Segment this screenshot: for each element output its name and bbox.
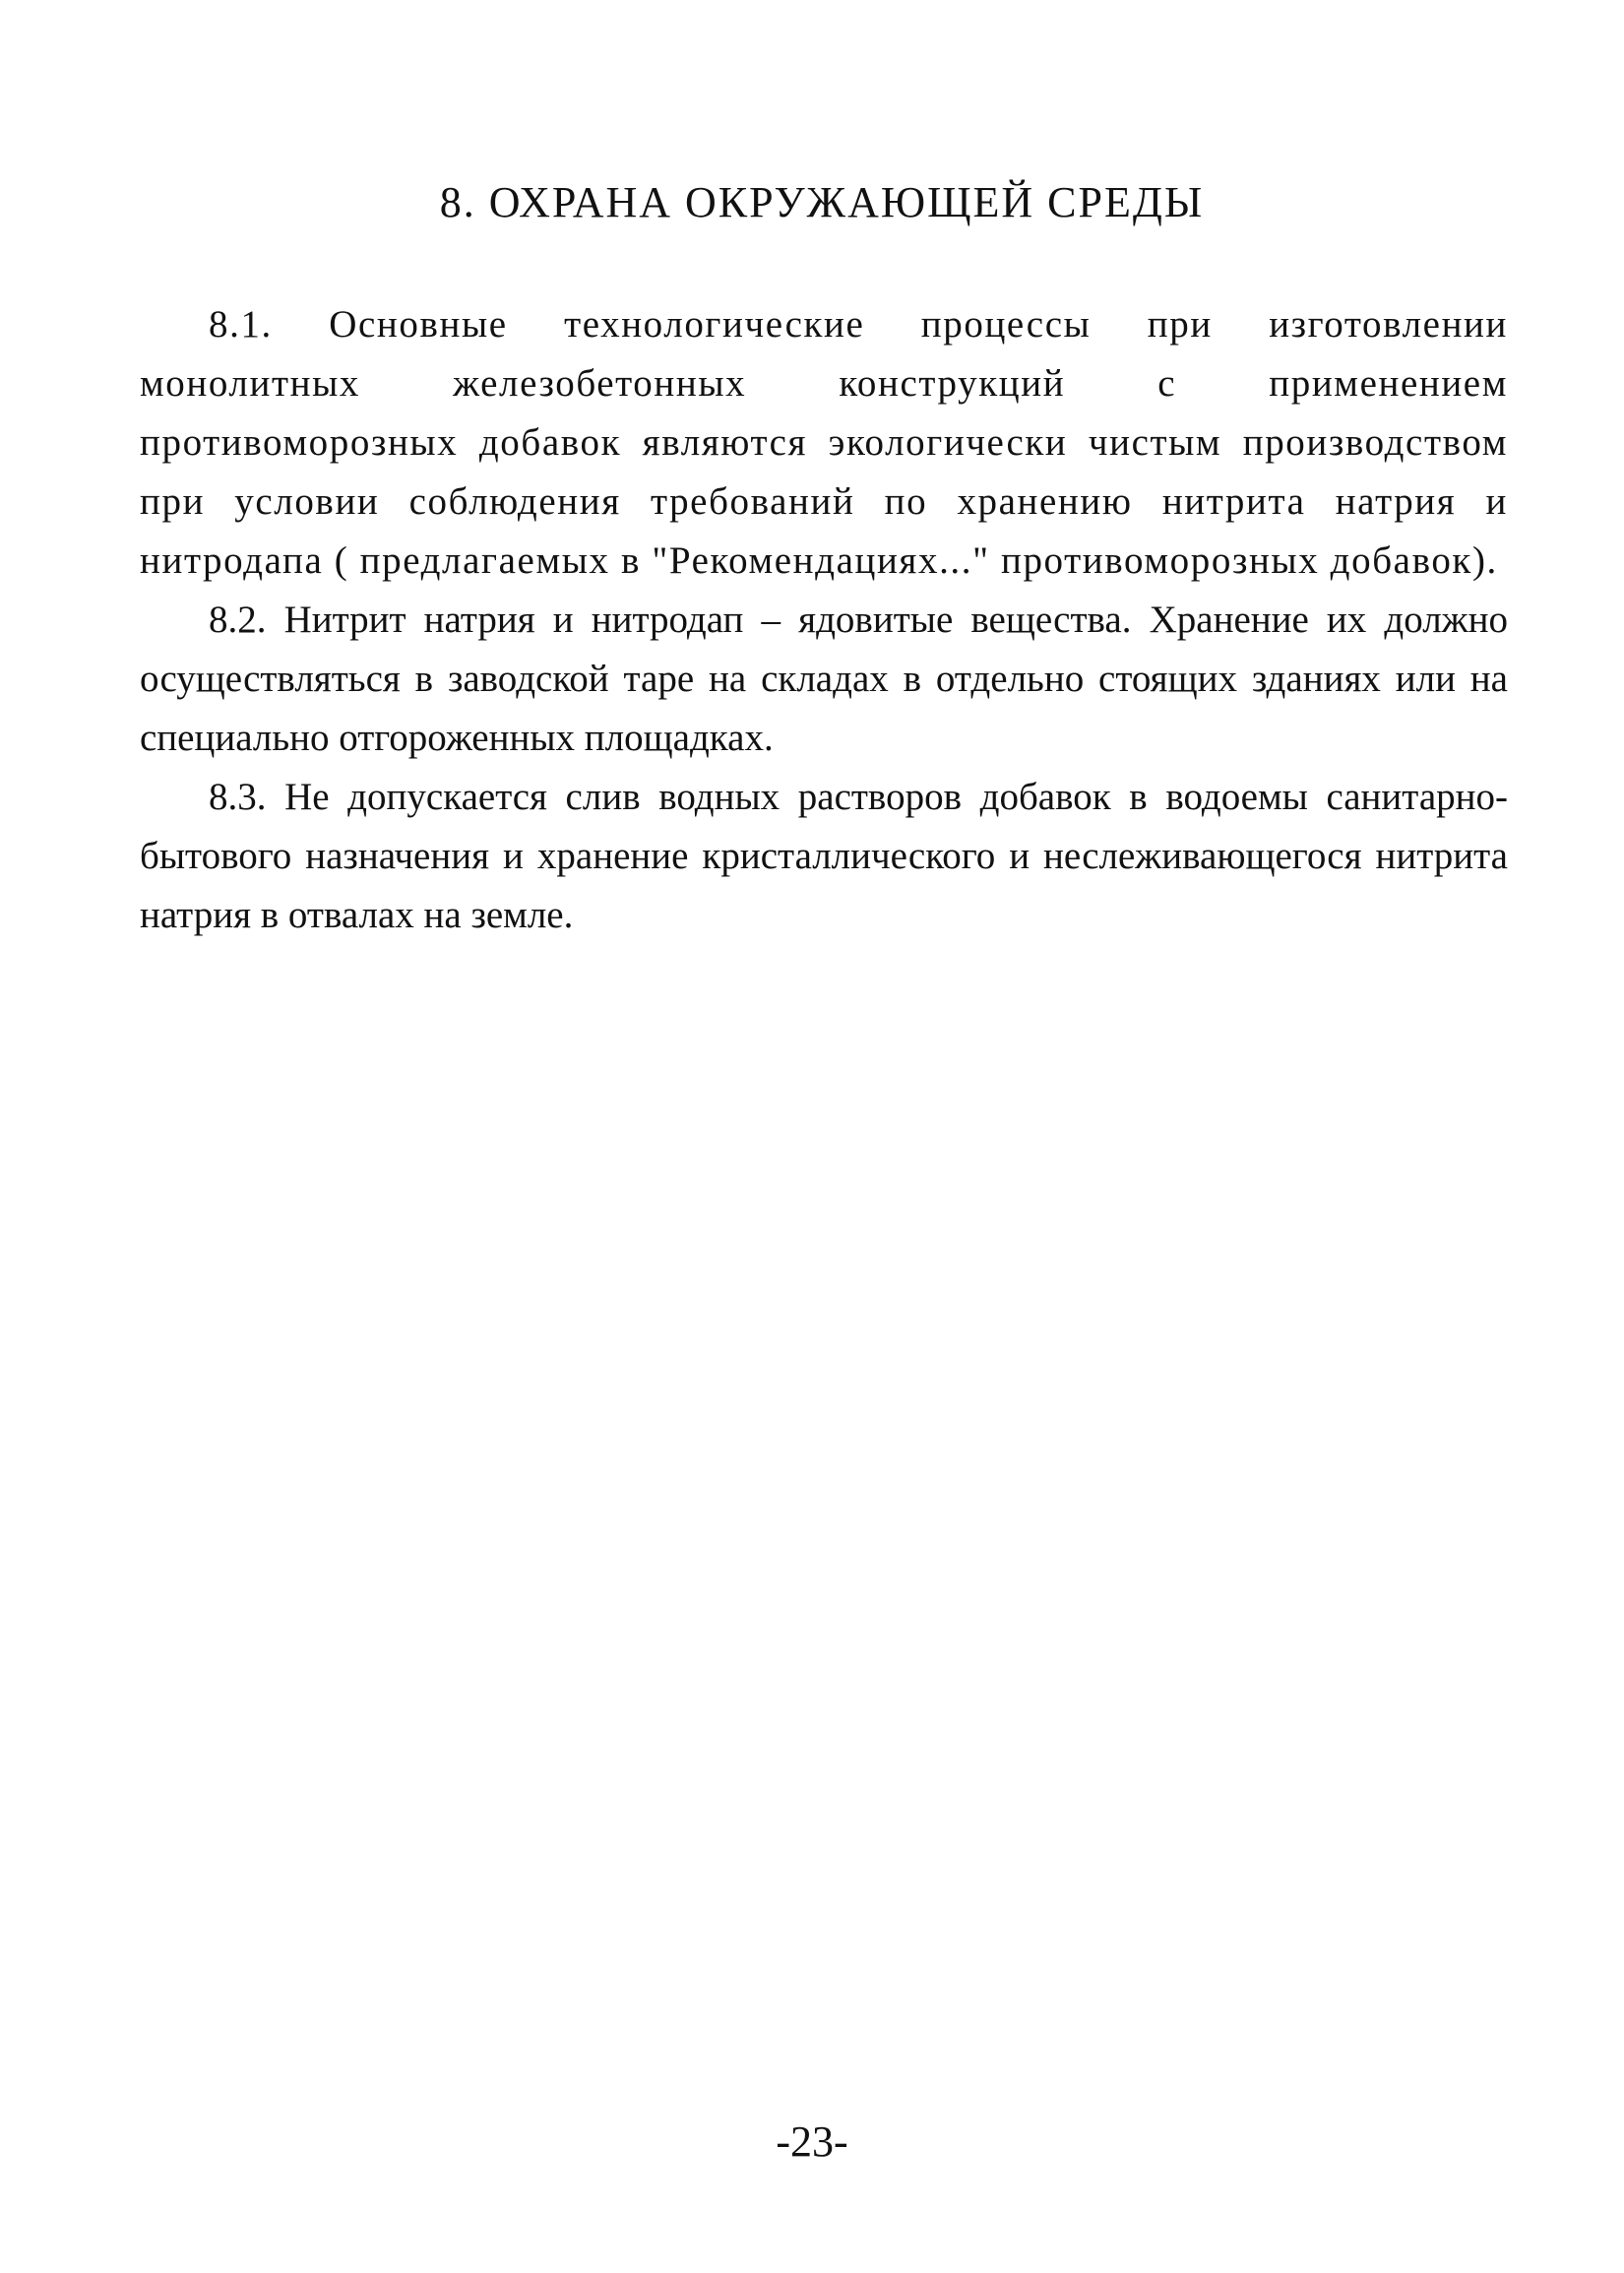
page-number: -23- — [776, 2117, 848, 2166]
section-heading: 8. ОХРАНА ОКРУЖАЮЩЕЙ СРЕДЫ — [439, 178, 1205, 226]
paragraph-8-1: 8.1. Основные технологические процессы при изготовлении монолитных железобетонных конструкций с применением противоморозных добавок являются экологически чистым производством при условии соблюдения требований по хранению нитрита натрия и нитродапа ( предлагаемых в "Рекомендациях..." противоморозных добавок). — [140, 303, 1508, 582]
section-body — [140, 295, 1508, 945]
paragraph-8-3: 8.3. Не допускается слив водных растворов добавок в водоемы санитарно-бытового назначения и хранение кристаллического и неслеживающегося нитрита натрия в отвалах на земле. — [140, 776, 1508, 936]
paragraph-8-2: 8.2. Нитрит натрия и нитродап – ядовитые вещества. Хранение их должно осуществляться в заводской таре на складах в отдельно стоящих зданиях или на специально отгороженных площадках. — [140, 599, 1508, 759]
